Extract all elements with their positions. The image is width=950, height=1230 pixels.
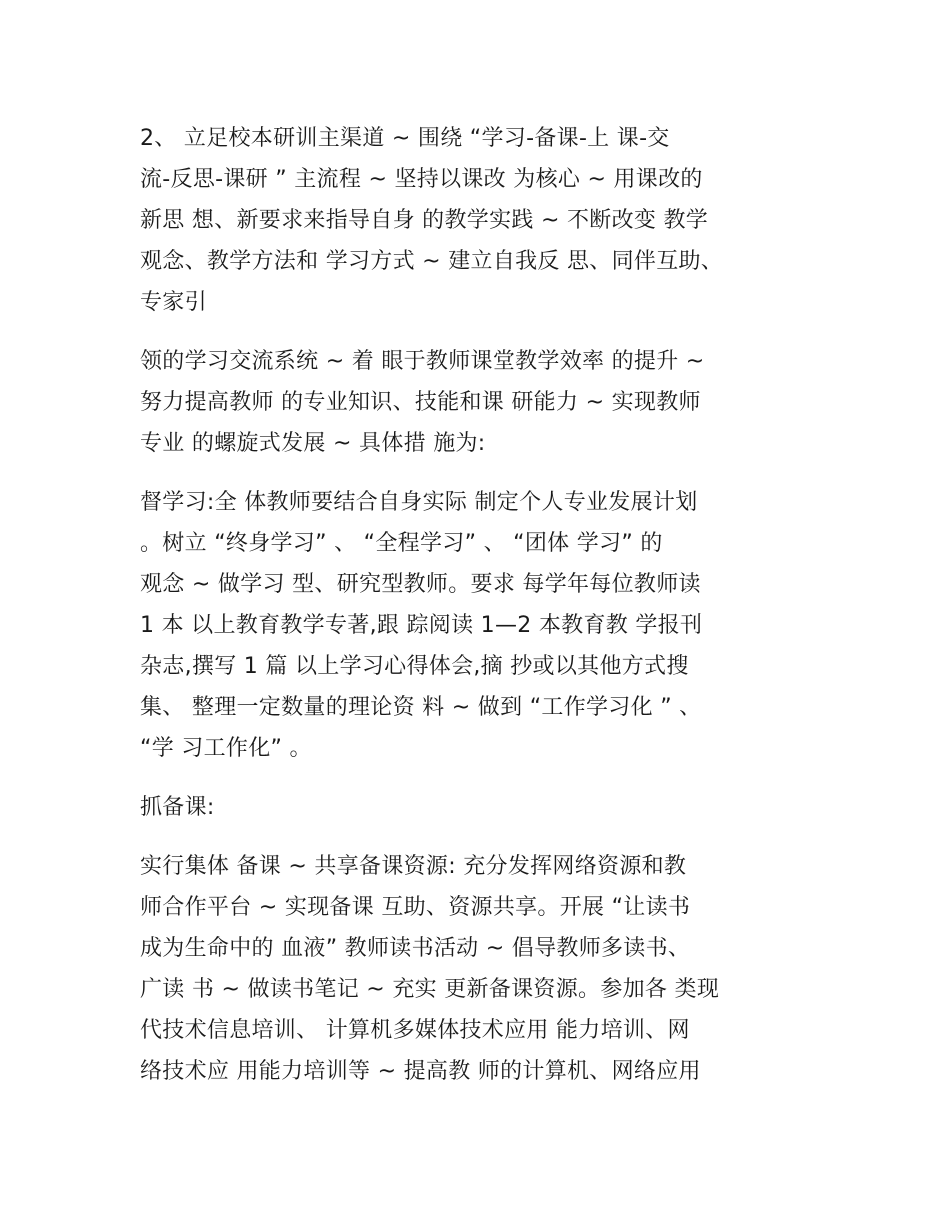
text-line: 师合作平台 ~ 实现备课 互助、资源共享。开展 “让读书: [140, 895, 691, 920]
text-line: 观念、教学方法和 学习方式 ~ 建立自我反 思、同伴互助、: [140, 249, 724, 274]
paragraph-system: [140, 341, 820, 464]
section-heading: 抓备课:: [140, 795, 215, 820]
paragraph-collective-prep: [140, 846, 820, 1092]
text-line: “学 习工作化” 。: [140, 736, 312, 761]
paragraph-study: [140, 482, 820, 769]
text-line: 。树立 “终身学习” 、 “全程学习” 、 “团体 学习” 的: [140, 531, 663, 556]
text-line: 实行集体 备课 ~ 共享备课资源: 充分发挥网络资源和教: [140, 854, 687, 879]
paragraph-strategy: [140, 118, 820, 323]
text-line: 络技术应 用能力培训等 ~ 提高教 师的计算机、网络应用: [140, 1059, 701, 1084]
text-line: 杂志,撰写 1 篇 以上学习心得体会,摘 抄或以其他方式搜: [140, 654, 689, 679]
text-line: 广读 书 ~ 做读书笔记 ~ 充实 更新备课资源。参加各 类现: [140, 977, 720, 1002]
text-line: 流-反思-课研 ” 主流程 ~ 坚持以课改 为核心 ~ 用课改的: [140, 167, 703, 192]
text-line: 专家引: [140, 290, 207, 315]
paragraph-heading-lesson-prep: [140, 787, 820, 828]
text-line: 新思 想、新要求来指导自身 的教学实践 ~ 不断改变 教学: [140, 208, 709, 233]
text-line: 努力提高教师 的专业知识、技能和课 研能力 ~ 实现教师: [140, 390, 701, 415]
text-line: 督学习:全 体教师要结合自身实际 制定个人专业发展计划: [140, 490, 698, 515]
text-line: 2、 立足校本研训主渠道 ~ 围绕 “学习-备课-上 课-交: [140, 126, 670, 151]
text-line: 成为生命中的 血液” 教师读书活动 ~ 倡导教师多读书、: [140, 936, 691, 961]
text-line: 观念 ~ 做学习 型、研究型教师。要求 每学年每位教师读: [140, 572, 701, 597]
text-line: 代技术信息培训、 计算机多媒体技术应用 能力培训、网: [140, 1018, 690, 1043]
text-line: 专业 的螺旋式发展 ~ 具体措 施为:: [140, 431, 486, 456]
text-line: 1 本 以上教育教学专著,跟 踪阅读 1—2 本教育教 学报刊: [140, 613, 703, 638]
text-line: 集、 整理一定数量的理论资 料 ~ 做到 “工作学习化 ” 、: [140, 695, 702, 720]
text-line: 领的学习交流系统 ~ 着 眼于教师课堂教学效率 的提升 ~: [140, 349, 705, 374]
document-page: [140, 118, 820, 1110]
